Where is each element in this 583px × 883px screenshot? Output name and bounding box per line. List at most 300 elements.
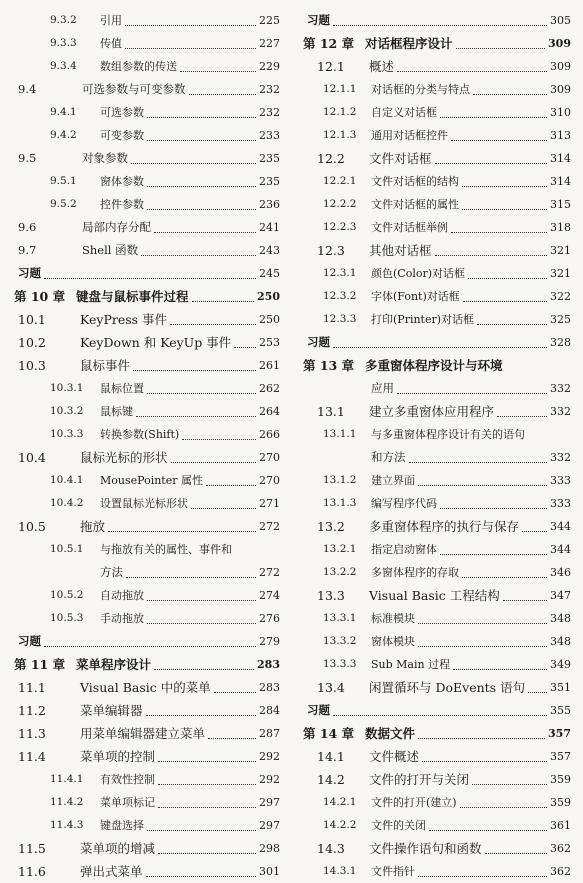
toc-entry — [303, 446, 571, 469]
dot-leader — [451, 232, 547, 233]
toc-entry-number: 10.4 — [18, 450, 46, 465]
dot-leader — [147, 623, 256, 624]
dot-leader — [528, 692, 547, 693]
toc-entry-title: 文件概述 — [369, 749, 420, 764]
toc-entry-number: 10.4.2 — [50, 497, 84, 509]
dot-leader — [462, 209, 547, 210]
dot-leader — [158, 807, 256, 808]
toc-entry-page: 272 — [259, 566, 280, 579]
toc-entry-page: 325 — [550, 313, 571, 326]
toc-entry-page: 357 — [550, 750, 571, 763]
toc-entry-page: 318 — [550, 221, 571, 234]
toc-entry — [303, 216, 571, 239]
toc-entry-number: 12.1.2 — [323, 106, 357, 118]
toc-entry-page: 362 — [550, 842, 571, 855]
toc-entry — [14, 216, 280, 239]
dot-leader — [158, 853, 256, 854]
toc-entry — [303, 331, 571, 354]
toc-entry — [14, 860, 280, 883]
toc-entry-page: 301 — [259, 865, 280, 878]
toc-entry-title: 用菜单编辑器建立菜单 — [80, 726, 206, 741]
toc-entry — [303, 101, 571, 124]
toc-entry-title: 局部内存分配 — [82, 220, 151, 234]
toc-entry-page: 250 — [259, 313, 280, 326]
dot-leader — [397, 71, 547, 72]
dot-leader — [463, 301, 547, 302]
toc-entry — [303, 699, 571, 722]
toc-entry-page: 297 — [259, 796, 280, 809]
toc-entry — [303, 285, 571, 308]
dot-leader — [170, 324, 256, 325]
dot-leader — [146, 876, 256, 877]
toc-entry-page: 292 — [259, 773, 280, 786]
toc-entry — [303, 9, 571, 32]
toc-entry-page: 309 — [548, 37, 571, 50]
toc-entry — [14, 331, 280, 354]
toc-entry-page: 227 — [259, 37, 280, 50]
toc-entry — [14, 699, 280, 722]
toc-entry-number: 14.2.2 — [323, 819, 357, 831]
toc-entry-title: MousePointer 属性 — [100, 474, 203, 487]
toc-entry-number: 9.7 — [18, 243, 37, 257]
toc-entry-number: 14.2.1 — [323, 796, 357, 808]
dot-leader — [125, 25, 256, 26]
toc-entry — [303, 193, 571, 216]
toc-entry-title: 可选参数与可变参数 — [82, 82, 186, 96]
toc-entry-number: 10.3 — [18, 358, 46, 373]
toc-entry-title: 有效性控制 — [100, 773, 155, 786]
toc-entry — [14, 630, 280, 653]
toc-entry-title: 其他对话框 — [369, 243, 432, 258]
toc-entry-title: 拖放 — [80, 519, 106, 534]
toc-entry-number: 9.3.3 — [50, 37, 77, 49]
toc-entry-number: 10.4.1 — [50, 474, 84, 486]
toc-entry — [303, 837, 571, 860]
toc-entry-page: 359 — [550, 773, 571, 786]
dot-leader — [397, 393, 547, 394]
toc-entry — [14, 469, 280, 492]
toc-entry-number: 9.4.2 — [50, 129, 77, 141]
toc-entry-number: 11.4.1 — [50, 773, 84, 785]
toc-entry-number: 11.4.3 — [50, 819, 84, 831]
toc-entry-number: 12.2.2 — [323, 198, 357, 210]
toc-entry-number: 12.1.3 — [323, 129, 357, 141]
toc-entry — [303, 124, 571, 147]
toc-entry-page: 355 — [550, 704, 571, 717]
dot-leader — [136, 416, 256, 417]
toc-entry-title: 对象参数 — [82, 151, 128, 165]
toc-entry-title: 弹出式菜单 — [80, 864, 143, 879]
toc-entry — [14, 676, 280, 699]
toc-entry-title: 鼠标事件 — [80, 358, 131, 373]
dot-leader — [147, 830, 256, 831]
dot-leader — [133, 370, 256, 371]
toc-entry-title: 建立界面 — [371, 474, 415, 487]
toc-entry-title: 文件的关闭 — [371, 819, 426, 832]
toc-entry-title: 对话框的分类与特点 — [371, 83, 470, 96]
toc-entry-title: 窗体模块 — [371, 635, 415, 648]
toc-entry — [14, 446, 280, 469]
toc-entry-page: 298 — [259, 842, 280, 855]
toc-entry-number: 11.1 — [18, 680, 46, 695]
toc-entry-title: 编写程序代码 — [371, 497, 437, 510]
toc-entry-title: 习题 — [307, 335, 330, 349]
toc-entry-title: 习题 — [18, 634, 41, 648]
toc-entry-page: 357 — [548, 727, 571, 740]
toc-entry-number: 12.3.2 — [323, 290, 357, 302]
dot-leader — [147, 209, 256, 210]
toc-entry-page: 344 — [550, 520, 571, 533]
toc-entry-number: 13.1.1 — [323, 428, 357, 440]
dot-leader — [44, 278, 256, 279]
toc-entry-number: 9.5.2 — [50, 198, 77, 210]
dot-leader — [206, 485, 256, 486]
toc-entry — [303, 239, 571, 262]
toc-entry-title: 键盘选择 — [100, 819, 144, 832]
toc-entry-number: 13.1.2 — [323, 474, 357, 486]
toc-entry-title: Visual Basic 中的菜单 — [80, 680, 211, 695]
toc-entry-page: 332 — [550, 405, 571, 418]
toc-entry-number: 12.2 — [317, 151, 345, 166]
toc-entry — [14, 584, 280, 607]
dot-leader — [418, 485, 547, 486]
dot-leader — [125, 48, 256, 49]
toc-entry-number: 13.2 — [317, 519, 345, 534]
toc-entry — [303, 584, 571, 607]
toc-entry-title: 习题 — [307, 703, 330, 717]
toc-entry-page: 271 — [259, 497, 280, 510]
toc-entry-title: 文件操作语句和函数 — [369, 841, 482, 856]
toc-left-column — [14, 9, 280, 883]
toc-entry-number: 第 10 章 — [14, 289, 66, 304]
toc-entry-title: 指定启动窗体 — [371, 543, 437, 556]
dot-leader — [440, 508, 547, 509]
toc-entry-title: 文件对话框举例 — [371, 221, 448, 234]
toc-entry-title: 习题 — [18, 266, 41, 280]
toc-entry-number: 12.2.1 — [323, 175, 357, 187]
toc-entry-page: 332 — [550, 451, 571, 464]
toc-entry-title: 文件指针 — [371, 865, 415, 878]
toc-entry — [303, 561, 571, 584]
toc-entry-number: 11.2 — [18, 703, 46, 718]
toc-entry — [14, 515, 280, 538]
dot-leader — [131, 163, 256, 164]
toc-entry-page: 236 — [259, 198, 280, 211]
toc-entry-title: Visual Basic 工程结构 — [369, 588, 500, 603]
toc-entry — [14, 791, 280, 814]
dot-leader — [333, 25, 547, 26]
toc-entry — [303, 745, 571, 768]
toc-entry-title: 习题 — [307, 13, 330, 27]
toc-entry-number: 13.3 — [317, 588, 345, 603]
dot-leader — [44, 646, 256, 647]
dot-leader — [485, 853, 547, 854]
toc-entry — [14, 377, 280, 400]
toc-entry-page: 245 — [259, 267, 280, 280]
toc-entry-page: 274 — [259, 589, 280, 602]
toc-entry-page: 305 — [550, 14, 571, 27]
toc-entry-number: 第 12 章 — [303, 36, 355, 51]
dot-leader — [418, 623, 547, 624]
dot-leader — [418, 738, 545, 739]
toc-entry-page: 333 — [550, 474, 571, 487]
toc-entry — [14, 722, 280, 745]
dot-leader — [497, 416, 547, 417]
dot-leader — [158, 784, 256, 785]
toc-entry-title: 窗体参数 — [100, 175, 144, 188]
toc-entry-title: KeyDown 和 KeyUp 事件 — [80, 335, 232, 350]
toc-entry-title: 自定义对话框 — [371, 106, 437, 119]
toc-entry — [303, 55, 571, 78]
toc-entry — [303, 814, 571, 837]
toc-entry-page: 313 — [550, 129, 571, 142]
toc-entry-number: 13.2.1 — [323, 543, 357, 555]
toc-entry-page: 233 — [259, 129, 280, 142]
toc-entry — [303, 653, 571, 676]
toc-entry-number: 12.1 — [317, 59, 345, 74]
dot-leader — [440, 554, 547, 555]
toc-entry-page: 276 — [259, 612, 280, 625]
dot-leader — [180, 71, 256, 72]
toc-entry-page: 361 — [550, 819, 571, 832]
toc-entry — [14, 423, 280, 446]
dot-leader — [171, 462, 256, 463]
toc-entry — [303, 423, 571, 446]
toc-entry-page: 359 — [550, 796, 571, 809]
toc-entry-number: 9.5 — [18, 151, 37, 165]
toc-entry — [303, 32, 571, 55]
toc-entry-number: 14.3.1 — [323, 865, 357, 877]
toc-entry-number: 13.3.3 — [323, 658, 357, 670]
toc-entry-number: 12.1.1 — [323, 83, 357, 95]
toc-entry-title: 字体(Font)对话框 — [371, 290, 460, 303]
toc-entry-page: 241 — [259, 221, 280, 234]
toc-entry-number: 第 13 章 — [303, 358, 355, 373]
toc-entry-page: 279 — [259, 635, 280, 648]
dot-leader — [141, 255, 256, 256]
toc-entry-number: 13.3.2 — [323, 635, 357, 647]
toc-entry-number: 10.3.1 — [50, 382, 84, 394]
toc-entry-title: 数据文件 — [365, 726, 416, 741]
dot-leader — [146, 715, 256, 716]
toc-entry-title: 菜单编辑器 — [80, 703, 143, 718]
toc-entry-page: 284 — [259, 704, 280, 717]
toc-entry-number: 10.3.2 — [50, 405, 84, 417]
toc-entry-page: 348 — [550, 635, 571, 648]
toc-entry — [303, 768, 571, 791]
toc-entry — [14, 147, 280, 170]
toc-entry-page: 321 — [550, 244, 571, 257]
toc-entry-number: 14.2 — [317, 772, 345, 787]
toc-entry-page: 344 — [550, 543, 571, 556]
toc-entry-title: 颜色(Color)对话框 — [371, 267, 466, 280]
toc-entry — [14, 653, 280, 676]
toc-entry-title: 多重窗体程序的执行与保存 — [369, 519, 520, 534]
toc-entry-title: 标准模块 — [371, 612, 415, 625]
toc-entry — [14, 239, 280, 262]
toc-entry-number: 9.3.2 — [50, 14, 77, 26]
dot-leader — [462, 186, 547, 187]
toc-entry — [303, 607, 571, 630]
toc-entry-title: 可选参数 — [100, 106, 144, 119]
toc-entry-title: 和方法 — [371, 450, 406, 464]
dot-leader — [451, 140, 547, 141]
toc-entry-title: 引用 — [100, 14, 122, 27]
toc-entry-page: 264 — [259, 405, 280, 418]
toc-entry-page: 315 — [550, 198, 571, 211]
toc-entry-number: 11.4.2 — [50, 796, 84, 808]
dot-leader — [333, 715, 547, 716]
toc-entry-title: 自动拖放 — [100, 589, 144, 602]
toc-entry-page: 232 — [259, 106, 280, 119]
toc-entry-title: 鼠标光标的形状 — [80, 450, 168, 465]
toc-entry-number: 11.4 — [18, 749, 46, 764]
dot-leader — [182, 439, 256, 440]
toc-entry — [303, 400, 571, 423]
toc-entry-page: 229 — [259, 60, 280, 73]
toc-entry-number: 12.3 — [317, 243, 345, 258]
toc-entry-number: 14.1 — [317, 749, 345, 764]
toc-entry-page: 333 — [550, 497, 571, 510]
toc-entry-page: 322 — [550, 290, 571, 303]
toc-entry-title: 传值 — [100, 37, 122, 50]
toc-entry-number: 10.3.3 — [50, 428, 84, 440]
toc-entry — [303, 147, 571, 170]
toc-entry-title: 文件对话框的结构 — [371, 175, 459, 188]
toc-entry-title: 文件对话框的属性 — [371, 198, 459, 211]
dot-leader — [453, 669, 547, 670]
toc-entry — [14, 124, 280, 147]
toc-entry-title: 菜单项的控制 — [80, 749, 156, 764]
toc-entry-number: 9.3.4 — [50, 60, 77, 72]
toc-entry-page: 232 — [259, 83, 280, 96]
toc-entry-title: 鼠标键 — [100, 405, 133, 418]
dot-leader — [422, 761, 547, 762]
toc-entry-title: 建立多重窗体应用程序 — [369, 404, 495, 419]
dot-leader — [154, 669, 254, 670]
toc-entry-title: 文件对话框 — [369, 151, 432, 166]
toc-entry — [14, 400, 280, 423]
toc-entry — [303, 469, 571, 492]
toc-entry — [14, 285, 280, 308]
toc-entry-page: 362 — [550, 865, 571, 878]
toc-entry-title: 概述 — [369, 59, 395, 74]
toc-entry-title: 键盘与鼠标事件过程 — [76, 289, 189, 304]
toc-entry-title: 手动拖放 — [100, 612, 144, 625]
dot-leader — [147, 186, 256, 187]
toc-entry — [14, 837, 280, 860]
toc-entry-page: 262 — [259, 382, 280, 395]
dot-leader — [189, 94, 257, 95]
toc-entry-page: 235 — [259, 175, 280, 188]
dot-leader — [477, 324, 547, 325]
toc-entry-number: 11.5 — [18, 841, 46, 856]
dot-leader — [503, 600, 547, 601]
toc-entry — [303, 860, 571, 883]
toc-entry — [303, 308, 571, 331]
toc-entry-number: 13.1.3 — [323, 497, 357, 509]
toc-entry-title: 与多重窗体程序设计有关的语句 — [371, 428, 525, 441]
dot-leader — [473, 94, 547, 95]
toc-entry-title: 多重窗体程序设计与环境 — [365, 358, 503, 373]
toc-entry-page: 310 — [550, 106, 571, 119]
toc-entry-number: 9.6 — [18, 220, 37, 234]
toc-entry-number: 12.2.3 — [323, 221, 357, 233]
dot-leader — [108, 531, 256, 532]
toc-entry-page: 321 — [550, 267, 571, 280]
toc-entry-page: 328 — [550, 336, 571, 349]
toc-entry-page: 297 — [259, 819, 280, 832]
toc-entry-page: 287 — [259, 727, 280, 740]
dot-leader — [468, 278, 547, 279]
toc-entry — [14, 561, 280, 584]
toc-entry — [14, 78, 280, 101]
toc-entry — [303, 262, 571, 285]
toc-entry-page: 309 — [550, 83, 571, 96]
toc-entry-number: 12.3.1 — [323, 267, 357, 279]
toc-entry-page: 235 — [259, 152, 280, 165]
toc-entry-title: 设置鼠标光标形状 — [100, 497, 188, 510]
toc-entry-title: 方法 — [100, 565, 123, 579]
dot-leader — [435, 255, 547, 256]
toc-entry-number: 9.5.1 — [50, 175, 77, 187]
dot-leader — [418, 876, 547, 877]
toc-entry-number: 11.3 — [18, 726, 46, 741]
toc-entry-page: 347 — [550, 589, 571, 602]
toc-entry — [14, 768, 280, 791]
toc-entry-title: 控件参数 — [100, 198, 144, 211]
toc-entry — [303, 722, 571, 745]
toc-entry-page: 351 — [550, 681, 571, 694]
toc-entry-number: 10.2 — [18, 335, 46, 350]
toc-entry-title: 文件的打开(建立) — [371, 796, 457, 809]
dot-leader — [472, 784, 547, 785]
dot-leader — [460, 807, 547, 808]
toc-entry-page: 243 — [259, 244, 280, 257]
toc-entry-title: 转换参数(Shift) — [100, 428, 180, 441]
toc-entry — [14, 308, 280, 331]
toc-entry-page: 309 — [550, 60, 571, 73]
toc-entry-title: 可变参数 — [100, 129, 144, 142]
toc-entry-number: 9.4 — [18, 82, 37, 96]
dot-leader — [154, 232, 256, 233]
toc-entry-title: 数组参数的传送 — [100, 60, 177, 73]
toc-entry-page: 332 — [550, 382, 571, 395]
toc-entry-title: Sub Main 过程 — [371, 658, 451, 671]
toc-entry-number: 9.4.1 — [50, 106, 77, 118]
toc-entry — [14, 32, 280, 55]
toc-entry-title: 与拖放有关的属性、事件和 — [100, 543, 232, 556]
dot-leader — [429, 830, 547, 831]
dot-leader — [435, 163, 547, 164]
dot-leader — [214, 692, 256, 693]
toc-entry-number: 14.3 — [317, 841, 345, 856]
dot-leader — [456, 48, 546, 49]
toc-entry — [303, 492, 571, 515]
toc-entry-page: 253 — [259, 336, 280, 349]
toc-entry-page: 225 — [259, 14, 280, 27]
toc-entry-title: 通用对话框控件 — [371, 129, 448, 142]
toc-entry-number: 13.2.2 — [323, 566, 357, 578]
toc-entry-number: 10.5 — [18, 519, 46, 534]
dot-leader — [462, 577, 547, 578]
toc-entry-title: 鼠标位置 — [100, 382, 144, 395]
toc-entry-page: 283 — [257, 658, 280, 671]
toc-entry-title: 菜单项的增减 — [80, 841, 156, 856]
toc-entry — [14, 354, 280, 377]
dot-leader — [333, 347, 547, 348]
dot-leader — [158, 761, 256, 762]
